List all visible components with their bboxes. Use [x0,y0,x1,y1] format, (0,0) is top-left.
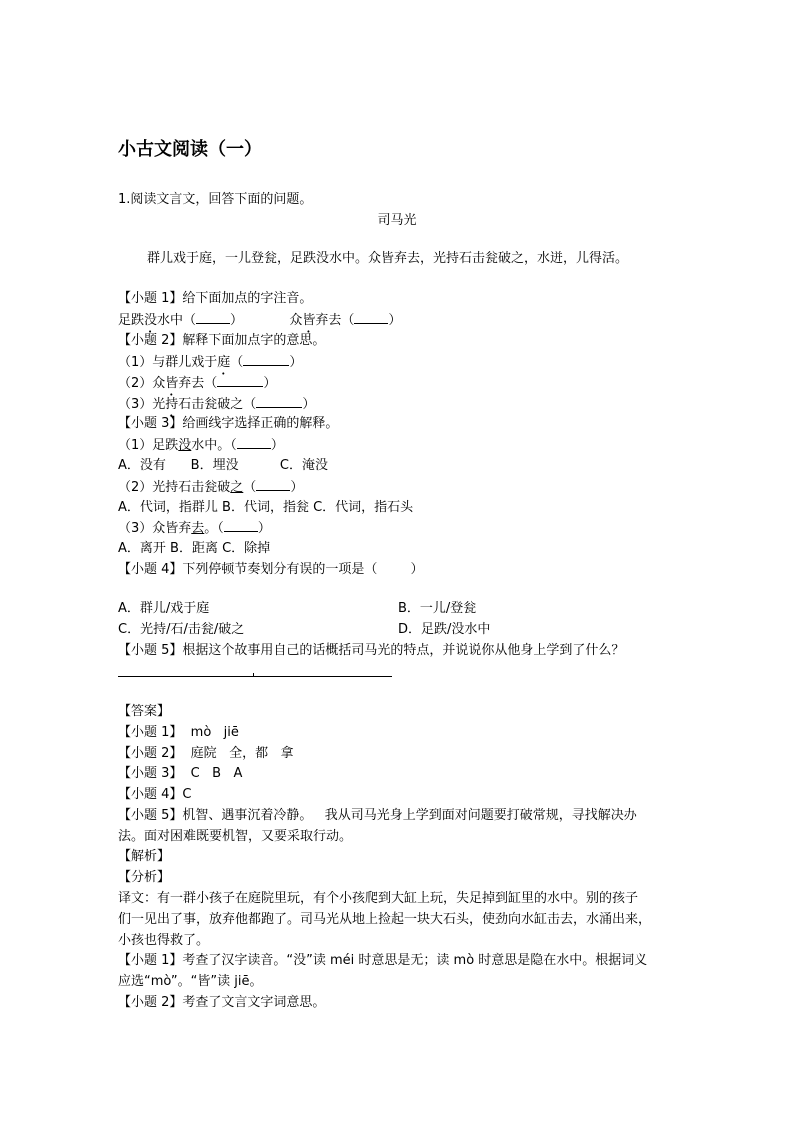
sub3-q2-underlined: 之 [230,480,244,495]
translation-line-2: 们一见出了事，放弃他都跑了。司马光从地上捡起一块大石头，使劲向水缸击去，水涌出来， [118,912,652,927]
sub3-q2 [118,478,303,497]
sub3-q2-post: （ [243,480,257,495]
sub4-header: 【小题 4】下列停顿节奏划分有误的一项是（ ） [118,562,424,577]
sub3-q3-close: ） [257,521,271,536]
fenxi-label: 【分析】 [118,870,171,885]
translation-line-1: 译文：有一群小孩子在庭院里玩，有个小孩爬到大缸上玩，失足掉到缸里的水中。别的孩子 [118,891,639,906]
sub2-i1-post: （ [230,355,244,370]
sub3-q3-blank[interactable] [224,519,258,532]
sub4-option-c[interactable]: C．光持/石/击瓮/破之 [118,622,245,637]
sub3-q3 [118,519,271,538]
sub1-b-dot: 皆 [302,313,316,328]
sub1-b-close: ） [388,313,402,328]
sub3-q3-underlined: 去 [191,521,205,536]
sub1-a-close: ） [230,313,244,328]
sub1-a-dot: 没 [144,313,158,328]
sub3-q1-pre: （1）足跌 [118,438,179,453]
sub3-q1-blank[interactable] [237,436,271,449]
answer-line[interactable] [118,676,392,677]
sub1-b-blank[interactable] [354,311,388,324]
sub3-q2-close: ） [290,480,304,495]
question-intro: 1.阅读文言文，回答下面的问题。 [118,192,313,207]
sub3-q1-underlined: 没 [178,438,192,453]
answer-5-line-2: 法。面对困难既要机智，又要采取行动。 [118,829,353,844]
sub3-q1-close: ） [270,438,284,453]
answer-line-divider [253,673,254,677]
analysis-label: 【解析】 [118,849,171,864]
sub3-q1 [118,436,284,455]
sub3-q1-post: 水中。（ [191,438,237,453]
passage-text: 群儿戏于庭，一儿登瓮，足跌没水中。众皆弃去，光持石击瓮破之，水迸，儿得活。 [147,251,629,266]
sub2-i1-blank[interactable] [243,353,289,366]
sub1-b-pre: 众 [289,313,303,328]
page-title: 小古文阅读（一） [118,139,262,160]
sub2-i3-close: ） [302,397,316,412]
sub2-i2-post: 弃去（ [178,376,218,391]
sub3-header: 【小题 3】给画线字选择正确的解释。 [118,416,339,431]
sub2-i3-dot: 持 [165,397,179,412]
sub3-q3-post: 。（ [204,521,224,536]
sub1-a-post: 水中（ [157,313,197,328]
passage-title: 司马光 [377,213,417,228]
sub2-i3-pre: （3）光 [118,397,166,412]
sub5-header: 【小题 5】根据这个故事用自己的话概括司马光的特点，并说说你从他身上学到了什么？ [118,643,625,658]
sub2-i2-close: ） [263,376,277,391]
answer-4: 【小题 4】C [118,787,192,802]
answer-2: 【小题 2】 庭院 全，都 拿 [118,746,294,761]
sub3-q2-options: A．代词，指群儿 B．代词，指瓮 C．代词，指石头 [118,500,414,515]
sub2-i3-post: 石击瓮破之（ [178,397,257,412]
detail-1-line-2: 应选“mò”。“皆”读 jiē。 [118,974,263,989]
detail-2: 【小题 2】考查了文言文字词意思。 [118,995,326,1010]
sub2-header: 【小题 2】解释下面加点字的意思。 [118,333,326,348]
sub2-i2-pre: （2）众 [118,376,166,391]
sub2-i1-pre: （1）与群儿戏于 [118,355,218,370]
sub4-option-b[interactable]: B．一儿/登瓮 [398,601,477,616]
detail-1-line-1: 【小题 1】考查了汉字读音。“没”读 méi 时意思是无；读 mò 时意思是隐在水中。根据词义 [118,953,648,968]
sub3-q1-options: A．没有 B．埋没 C．淹没 [118,458,329,473]
sub2-i2-blank[interactable] [217,374,263,387]
sub2-i1-dot: 庭 [217,355,231,370]
sub1-header: 【小题 1】给下面加点的字注音。 [118,291,313,306]
sub1-a-blank[interactable] [196,311,230,324]
sub3-q2-pre: （2）光持石击瓮破 [118,480,231,495]
translation-line-3: 小孩也得救了。 [118,933,210,948]
sub1-b-post: 弃去（ [315,313,355,328]
answers-label: 【答案】 [118,704,171,719]
sub2-i2-dot: 皆 [165,376,179,391]
sub3-q2-blank[interactable] [256,478,290,491]
sub3-q3-pre: （3）众皆弃 [118,521,192,536]
sub1-a-pre: 足跌 [118,313,145,328]
answer-5-line-1: 【小题 5】机智、遇事沉着冷静。 我从司马光身上学到面对问题要打破常规，寻找解决办 [118,808,637,823]
answer-3: 【小题 3】 C B A [118,766,243,781]
sub4-option-d[interactable]: D．足跌/没水中 [398,622,491,637]
sub4-option-a[interactable]: A．群儿/戏于庭 [118,601,210,616]
sub3-q3-options: A．离开 B．距离 C．除掉 [118,541,271,556]
sub2-i1-close: ） [289,355,303,370]
sub2-i3-blank[interactable] [256,395,302,408]
answer-1: 【小题 1】 mò jiē [118,725,239,740]
